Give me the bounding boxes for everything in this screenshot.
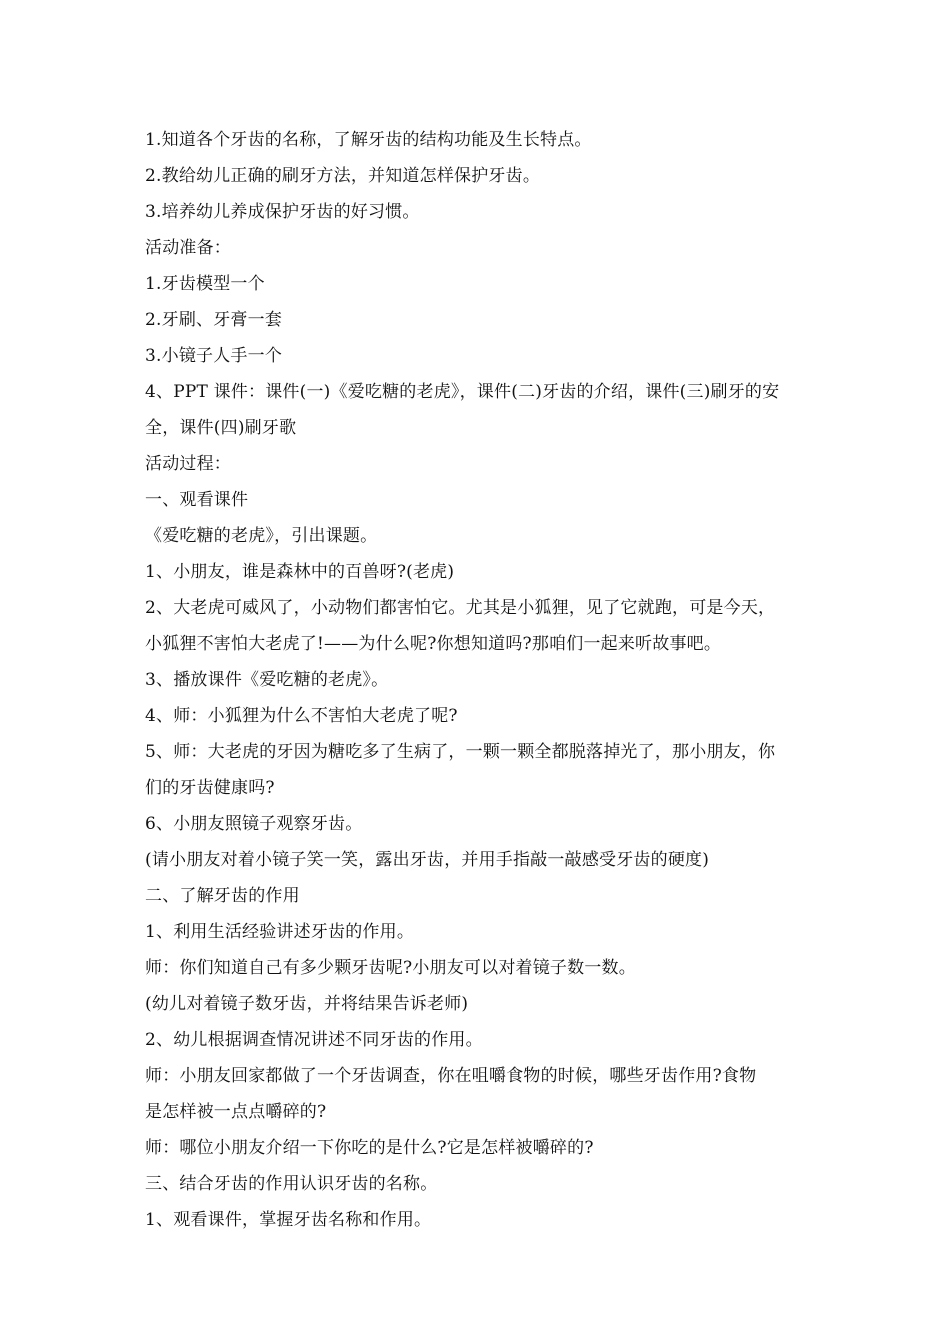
text-line: 师：你们知道自己有多少颗牙齿呢?小朋友可以对着镜子数一数。 [145,958,636,978]
text-line: 1.牙齿模型一个 [145,274,265,294]
text-line: 全，课件(四)刷牙歌 [145,418,297,438]
text-line: 1、观看课件，掌握牙齿名称和作用。 [145,1210,432,1230]
text-line: 们的牙齿健康吗? [145,778,275,798]
text-line: (请小朋友对着小镜子笑一笑，露出牙齿，并用手指敲一敲感受牙齿的硬度) [145,850,710,870]
text-line: 4、PPT 课件：课件(一)《爱吃糖的老虎》，课件(二)牙齿的介绍，课件(三)刷牙的安 [145,382,780,402]
section-heading: 二、了解牙齿的作用 [145,886,300,906]
section-heading: 三、结合牙齿的作用认识牙齿的名称。 [145,1174,438,1194]
text-line: 1、利用生活经验讲述牙齿的作用。 [145,922,415,942]
text-line: 《爱吃糖的老虎》，引出课题。 [145,526,378,546]
text-line: 师：小朋友回家都做了一个牙齿调查，你在咀嚼食物的时候，哪些牙齿作用?食物 [145,1066,757,1086]
section-heading: 一、观看课件 [145,490,249,510]
section-heading: 活动过程： [145,454,231,474]
text-line: 3、播放课件《爱吃糖的老虎》。 [145,670,389,690]
text-line: 2、幼儿根据调查情况讲述不同牙齿的作用。 [145,1030,483,1050]
text-line: 4、师：小狐狸为什么不害怕大老虎了呢? [145,706,458,726]
document-body [145,122,810,1238]
text-line: 3.小镜子人手一个 [145,346,283,366]
text-line: 小狐狸不害怕大老虎了!——为什么呢?你想知道吗?那咱们一起来听故事吧。 [145,634,722,654]
text-line: 师：哪位小朋友介绍一下你吃的是什么?它是怎样被嚼碎的? [145,1138,594,1158]
text-line: 6、小朋友照镜子观察牙齿。 [145,814,363,834]
text-line: 2、大老虎可威风了，小动物们都害怕它。尤其是小狐狸，见了它就跑，可是今天， [145,598,776,618]
text-line: 2.牙刷、牙膏一套 [145,310,283,330]
text-line: 1.知道各个牙齿的名称，了解牙齿的结构功能及生长特点。 [145,130,592,150]
text-line: 1、小朋友，谁是森林中的百兽呀?(老虎) [145,562,455,582]
text-line: 2.教给幼儿正确的刷牙方法，并知道怎样保护牙齿。 [145,166,541,186]
text-line: 是怎样被一点点嚼碎的? [145,1102,327,1122]
section-heading: 活动准备： [145,238,231,258]
text-line: 3.培养幼儿养成保护牙齿的好习惯。 [145,202,420,222]
text-line: 5、师：大老虎的牙因为糖吃多了生病了，一颗一颗全都脱落掉光了，那小朋友，你 [145,742,776,762]
text-line: (幼儿对着镜子数牙齿，并将结果告诉老师) [145,994,469,1014]
